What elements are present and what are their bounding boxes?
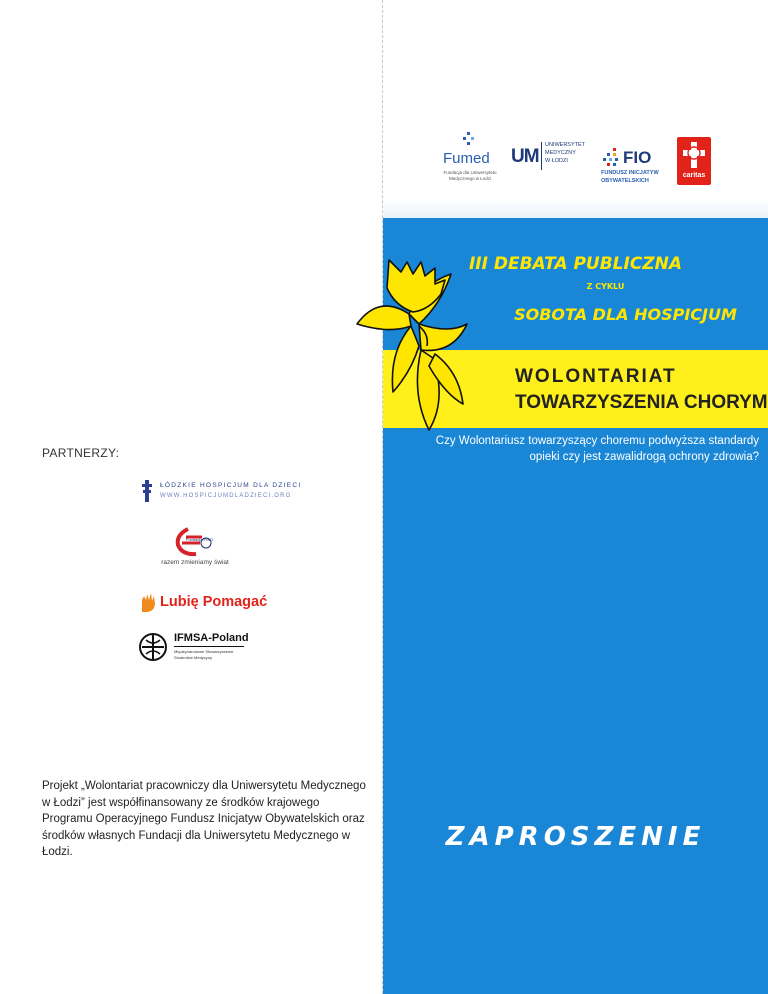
caritas-logo — [677, 137, 711, 185]
umed-line1: UNIWERSYTET — [545, 142, 586, 148]
title-line1: WOLONTARIAT — [515, 366, 677, 387]
fumed-name: Fumed — [443, 150, 490, 167]
right-panel — [383, 0, 768, 994]
cycle-subheading: Z CYKLU — [586, 282, 625, 291]
ifmsa-divider — [174, 646, 244, 647]
hospice-logo — [140, 478, 302, 506]
globe-icon — [172, 527, 218, 557]
ifmsa-icon — [138, 632, 168, 662]
umed-line2: MEDYCZNY — [545, 150, 576, 156]
fio-line1: FUNDUSZ INICJATYW — [601, 170, 659, 176]
debate-heading: III DEBATA PUBLICZNA — [468, 254, 683, 274]
fio-line2: OBYWATELSKICH — [601, 178, 649, 184]
caritas-cross-icon — [680, 140, 708, 170]
lubie-pomagac-name: Lubię Pomagać — [160, 594, 268, 610]
hand-icon — [138, 590, 158, 614]
umed-divider — [541, 142, 542, 170]
fiso-tagline: razem zmieniamy świat — [161, 559, 229, 566]
fiso-badge: Fundacja FISO — [186, 537, 213, 542]
umed-line3: W ŁODZI — [545, 158, 568, 164]
debate-question: Czy Wolontariusz towarzyszący choremu podwyższa standardy opieki czy jest zawalidrogą ochrony zdrowia? — [435, 435, 759, 463]
left-panel — [0, 0, 383, 994]
hospice-name: ŁÓDZKIE HOSPICJUM DLA DZIECI — [160, 482, 302, 489]
fumed-sub: Fundacja dla Uniwersytetu Medycznego w Łodzi — [443, 170, 497, 181]
hospice-icon — [140, 478, 154, 504]
series-heading: SOBOTA DLA HOSPICJUM — [514, 305, 737, 324]
lubie-pomagac-logo — [138, 590, 268, 616]
ifmsa-logo — [138, 632, 250, 662]
sponsor-band — [383, 0, 768, 218]
umed-mark: UM — [511, 146, 539, 167]
ifmsa-sub1: Międzynarodowe Stowarzyszenie — [174, 649, 234, 654]
fio-logo — [601, 146, 663, 190]
project-note: Projekt „Wolontariat pracowniczy dla Uniwersytetu Medycznego w Łodzi” jest współfinansowany ze środków krajowego Programu Operacyjnego Fundusz Inicjatyw Obywatelskich oraz środków własnych Fundacji dla Uniwersytetu Medycznego w Łodzi. — [42, 780, 366, 858]
hospice-url: WWW.HOSPICJUMDLADZIECI.ORG — [160, 493, 292, 499]
ifmsa-sub2: Studentów Medycyny — [174, 655, 213, 660]
title-line2: TOWARZYSZENIA CHORYM — [515, 392, 768, 413]
ifmsa-name: IFMSA-Poland — [174, 632, 249, 644]
globe-logo — [150, 527, 240, 569]
umed-logo — [511, 140, 586, 174]
caritas-name: caritas — [682, 172, 706, 179]
invitation-label: ZAPROSZENIE — [445, 822, 706, 852]
fio-dots-icon — [601, 148, 621, 168]
fumed-logo — [439, 132, 499, 192]
fumed-dots-icon — [461, 132, 477, 148]
partners-label: PARTNERZY: — [42, 446, 120, 460]
fio-name: FIO — [623, 148, 652, 167]
